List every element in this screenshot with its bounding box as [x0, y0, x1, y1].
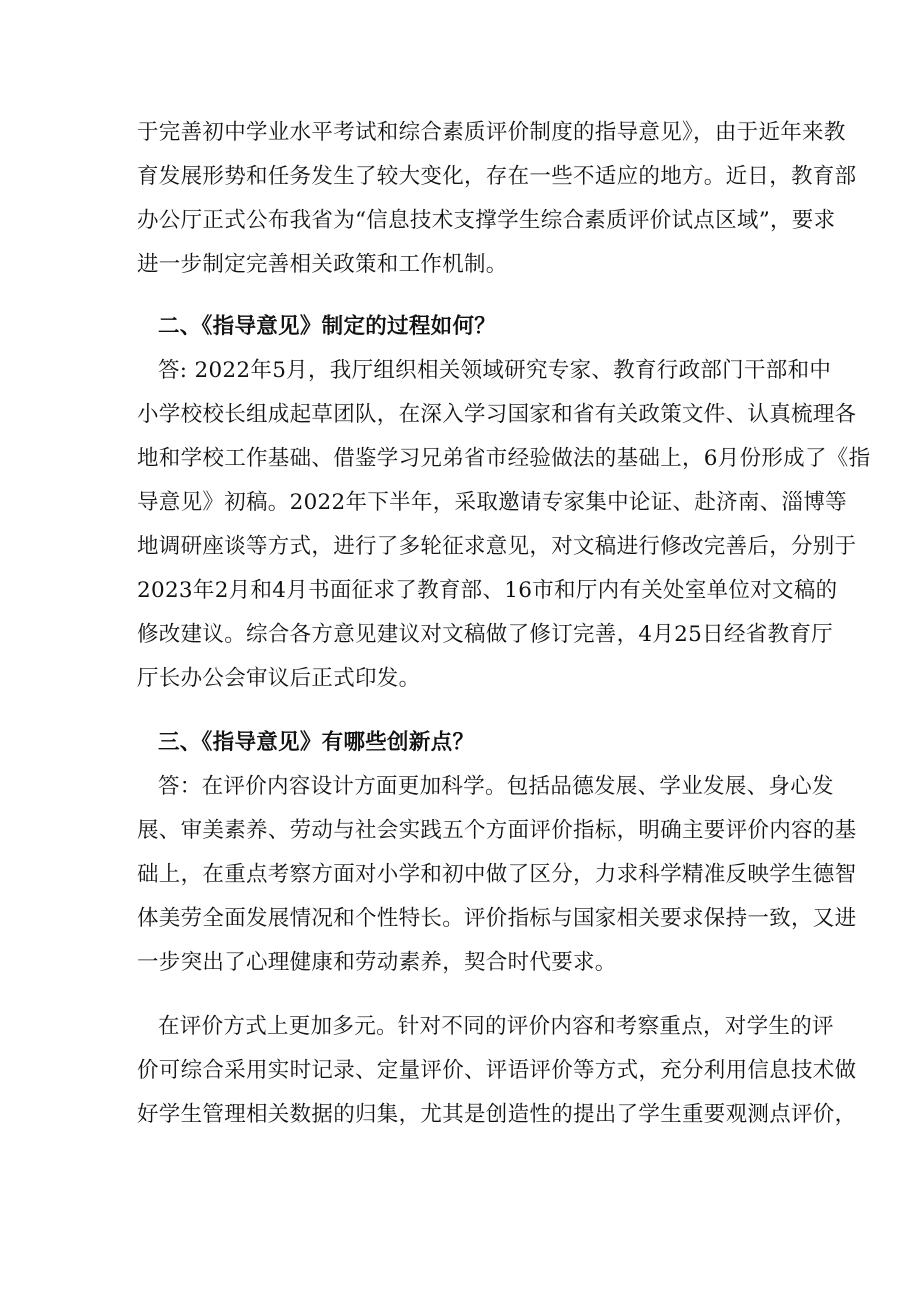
paragraph-line: 于完善初中学业水平考试和综合素质评价制度的指导意见》，由于近年来教	[137, 120, 846, 145]
paragraph-line: 础上，在重点考察方面对小学和初中做了区分，力求科学精准反映学生德智	[137, 862, 857, 887]
paragraph-line: 答：在评价内容设计方面更加科学。包括品德发展、学业发展、身心发	[158, 774, 834, 799]
paragraph-line: 在评价方式上更加多元。针对不同的评价内容和考察重点，对学生的评	[158, 1014, 834, 1039]
paragraph-line: 进一步制定完善相关政策和工作机制。	[137, 252, 508, 277]
paragraph-line: 厅长办公会审议后正式印发。	[137, 666, 421, 691]
paragraph-line: 小学校校长组成起草团队，在深入学习国家和省有关政策文件、认真梳理各	[137, 402, 857, 427]
paragraph-line: 修改建议。综合各方意见建议对文稿做了修订完善，4月25日经省教育厅	[137, 622, 833, 647]
paragraph-line: 地和学校工作基础、借鉴学习兄弟省市经验做法的基础上，6月份形成了《指	[137, 446, 871, 471]
paragraph-line: 一步突出了心理健康和劳动素养，契合时代要求。	[137, 950, 617, 975]
paragraph-line: 好学生管理相关数据的归集，尤其是创造性的提出了学生重要观测点评价，	[137, 1102, 857, 1127]
paragraph-line: 展、审美素养、劳动与社会实践五个方面评价指标，明确主要评价内容的基	[137, 818, 857, 843]
paragraph-line: 2023年2月和4月书面征求了教育部、16市和厅内有关处室单位对文稿的	[137, 578, 838, 603]
section-heading-3: 三、《指导意见》有哪些创新点？	[158, 730, 475, 755]
paragraph-line: 育发展形势和任务发生了较大变化，存在一些不适应的地方。近日，教育部	[137, 164, 857, 189]
paragraph-line: 体美劳全面发展情况和个性特长。评价指标与国家相关要求保持一致，又进	[137, 906, 857, 931]
paragraph-line: 办公厅正式公布我省为“信息技术支撑学生综合素质评价试点区域”，要求	[137, 208, 836, 233]
section-heading-2: 二、《指导意见》制定的过程如何？	[158, 314, 497, 339]
paragraph-line: 价可综合采用实时记录、定量评价、评语评价等方式，充分利用信息技术做	[137, 1058, 857, 1083]
paragraph-line: 地调研座谈等方式，进行了多轮征求意见，对文稿进行修改完善后，分别于	[137, 534, 857, 559]
paragraph-line: 答: 2022年5月，我厅组织相关领域研究专家、教育行政部门干部和中	[158, 358, 832, 383]
paragraph-line: 导意见》初稿。2022年下半年，采取邀请专家集中论证、赴济南、淄博等	[137, 490, 847, 515]
